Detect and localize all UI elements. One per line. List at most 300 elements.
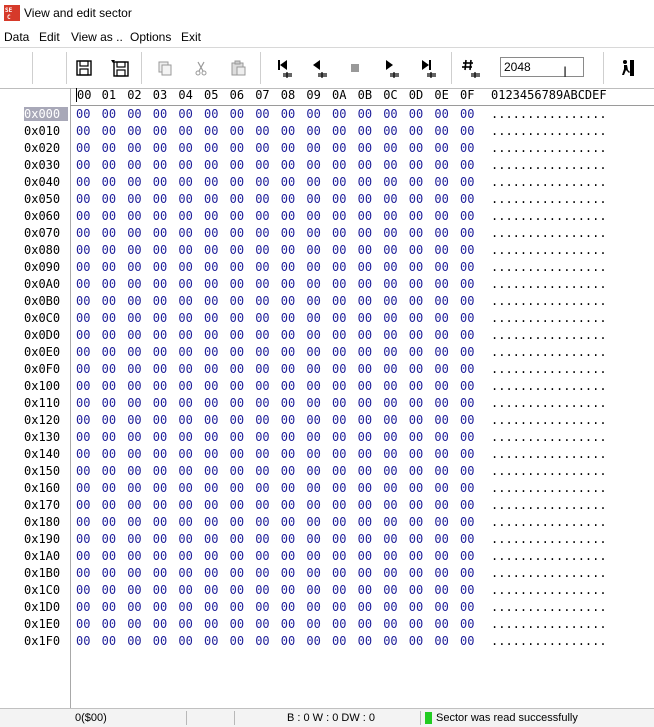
row-offset[interactable]: 0x1F0 [24, 634, 61, 648]
hex-byte-cell[interactable]: 00 [383, 413, 398, 427]
hex-byte-cell[interactable]: 00 [383, 634, 398, 648]
hex-byte-cell[interactable]: 00 [306, 209, 321, 223]
hex-byte-cell[interactable]: 00 [460, 124, 475, 138]
hex-byte-cell[interactable]: 00 [178, 566, 193, 580]
hex-byte-cell[interactable]: 00 [306, 362, 321, 376]
hex-byte-cell[interactable]: 00 [280, 515, 296, 529]
hex-byte-cell[interactable]: 00 [280, 175, 296, 189]
row-offset[interactable]: 0x1D0 [24, 600, 61, 614]
hex-byte-cell[interactable]: 00 [152, 328, 168, 342]
hex-byte-cell[interactable]: 00 [178, 243, 193, 257]
hex-byte-cell[interactable]: 00 [306, 430, 321, 444]
hex-byte-cell[interactable]: 00 [152, 107, 168, 121]
row-offset[interactable]: 0x1E0 [24, 617, 61, 631]
hex-byte-cell[interactable]: 00 [280, 277, 296, 291]
hex-byte-cell[interactable]: 00 [408, 430, 424, 444]
hex-byte-cell[interactable]: 00 [255, 311, 270, 325]
hex-byte-cell[interactable]: 00 [332, 328, 347, 342]
hex-byte-cell[interactable]: 00 [357, 226, 373, 240]
hex-byte-cell[interactable]: 00 [255, 430, 270, 444]
hex-byte-cell[interactable]: 00 [255, 515, 270, 529]
hex-byte-cell[interactable]: 00 [229, 498, 245, 512]
hex-byte-cell[interactable]: 00 [229, 515, 245, 529]
ascii-cell[interactable]: ................ [491, 600, 607, 614]
hex-byte-cell[interactable]: 00 [204, 158, 219, 172]
hex-byte-cell[interactable]: 00 [434, 515, 449, 529]
hex-byte-cell[interactable]: 00 [204, 481, 219, 495]
hex-byte-cell[interactable]: 00 [332, 498, 347, 512]
hex-byte-cell[interactable]: 00 [229, 311, 245, 325]
hex-byte-cell[interactable]: 00 [460, 532, 475, 546]
row-offset[interactable]: 0x030 [24, 158, 61, 172]
hex-byte-cell[interactable]: 00 [383, 345, 398, 359]
hex-byte-cell[interactable]: 00 [152, 379, 168, 393]
hex-byte-cell[interactable]: 00 [229, 617, 245, 631]
hex-byte-cell[interactable]: 00 [101, 226, 117, 240]
ascii-cell[interactable]: ................ [491, 328, 607, 342]
hex-byte-cell[interactable]: 00 [460, 158, 475, 172]
hex-byte-cell[interactable]: 00 [76, 396, 91, 410]
hex-byte-cell[interactable]: 00 [76, 328, 91, 342]
hex-byte-cell[interactable]: 00 [460, 260, 475, 274]
hex-byte-cell[interactable]: 00 [408, 583, 424, 597]
hex-byte-cell[interactable]: 00 [408, 260, 424, 274]
hex-byte-cell[interactable]: 00 [76, 464, 91, 478]
hex-byte-cell[interactable]: 00 [306, 311, 321, 325]
hex-byte-cell[interactable]: 00 [101, 549, 117, 563]
hex-byte-cell[interactable]: 00 [332, 226, 347, 240]
hex-byte-cell[interactable]: 00 [255, 175, 270, 189]
hex-byte-cell[interactable]: 00 [408, 192, 424, 206]
hex-byte-cell[interactable]: 00 [383, 464, 398, 478]
hex-byte-cell[interactable]: 00 [306, 464, 321, 478]
hex-byte-cell[interactable]: 00 [229, 124, 245, 138]
hex-byte-cell[interactable]: 00 [127, 311, 142, 325]
hex-byte-cell[interactable]: 00 [280, 141, 296, 155]
hex-byte-cell[interactable]: 00 [357, 311, 373, 325]
hex-byte-cell[interactable]: 00 [178, 294, 193, 308]
hex-byte-cell[interactable]: 00 [101, 481, 117, 495]
ascii-cell[interactable]: ................ [491, 311, 607, 325]
hex-byte-cell[interactable]: 00 [76, 481, 91, 495]
hex-byte-cell[interactable]: 00 [408, 345, 424, 359]
hex-byte-cell[interactable]: 00 [101, 447, 117, 461]
hex-byte-cell[interactable]: 00 [229, 192, 245, 206]
hex-byte-cell[interactable]: 00 [434, 447, 449, 461]
hex-byte-cell[interactable]: 00 [280, 583, 296, 597]
hex-byte-cell[interactable]: 00 [383, 158, 398, 172]
ascii-cell[interactable]: ................ [491, 583, 607, 597]
hex-byte-cell[interactable]: 00 [280, 243, 296, 257]
row-offset[interactable]: 0x170 [24, 498, 61, 512]
hex-byte-cell[interactable]: 00 [101, 260, 117, 274]
hex-byte-cell[interactable]: 00 [460, 566, 475, 580]
hex-byte-cell[interactable]: 00 [357, 294, 373, 308]
hex-byte-cell[interactable]: 00 [229, 566, 245, 580]
hex-byte-cell[interactable]: 00 [280, 566, 296, 580]
hex-byte-cell[interactable]: 00 [306, 566, 321, 580]
hex-byte-cell[interactable]: 00 [408, 617, 424, 631]
hex-byte-cell[interactable]: 00 [204, 277, 219, 291]
hex-byte-cell[interactable]: 00 [178, 158, 193, 172]
hex-byte-cell[interactable]: 00 [434, 617, 449, 631]
hex-byte-cell[interactable]: 00 [460, 447, 475, 461]
ascii-cell[interactable]: ................ [491, 294, 607, 308]
hex-byte-cell[interactable]: 00 [460, 549, 475, 563]
hex-byte-cell[interactable]: 00 [204, 328, 219, 342]
hex-byte-cell[interactable]: 00 [101, 141, 117, 155]
hex-byte-cell[interactable]: 00 [178, 515, 193, 529]
hex-byte-cell[interactable]: 00 [306, 175, 321, 189]
hex-byte-cell[interactable]: 00 [460, 277, 475, 291]
hex-byte-cell[interactable]: 00 [76, 566, 91, 580]
hex-byte-cell[interactable]: 00 [152, 158, 168, 172]
hex-byte-cell[interactable]: 00 [178, 634, 193, 648]
hex-byte-cell[interactable]: 00 [178, 362, 193, 376]
hex-byte-cell[interactable]: 00 [101, 243, 117, 257]
hex-byte-cell[interactable]: 00 [434, 481, 449, 495]
hex-byte-cell[interactable]: 00 [357, 600, 373, 614]
hex-byte-cell[interactable]: 00 [178, 277, 193, 291]
hex-byte-cell[interactable]: 00 [332, 192, 347, 206]
hex-byte-cell[interactable]: 00 [127, 464, 142, 478]
hex-byte-cell[interactable]: 00 [306, 498, 321, 512]
hex-byte-cell[interactable]: 00 [434, 209, 449, 223]
hex-byte-cell[interactable]: 00 [229, 107, 245, 121]
hex-byte-cell[interactable]: 00 [101, 396, 117, 410]
hex-byte-cell[interactable]: 00 [383, 617, 398, 631]
hex-byte-cell[interactable]: 00 [408, 311, 424, 325]
hex-byte-cell[interactable]: 00 [280, 379, 296, 393]
hex-byte-cell[interactable]: 00 [434, 277, 449, 291]
hex-byte-cell[interactable]: 00 [178, 481, 193, 495]
hex-byte-cell[interactable]: 00 [204, 447, 219, 461]
hex-byte-cell[interactable]: 00 [229, 243, 245, 257]
hex-byte-cell[interactable]: 00 [76, 532, 91, 546]
hex-byte-cell[interactable]: 00 [460, 413, 475, 427]
hex-byte-cell[interactable]: 00 [383, 226, 398, 240]
hex-byte-cell[interactable]: 00 [152, 362, 168, 376]
hex-byte-cell[interactable]: 00 [408, 243, 424, 257]
hex-byte-cell[interactable]: 00 [280, 634, 296, 648]
hex-byte-cell[interactable]: 00 [357, 532, 373, 546]
hex-byte-cell[interactable]: 00 [76, 141, 91, 155]
hex-byte-cell[interactable]: 00 [229, 481, 245, 495]
hex-byte-cell[interactable]: 00 [101, 583, 117, 597]
hex-byte-cell[interactable]: 00 [460, 396, 475, 410]
hex-byte-cell[interactable]: 00 [408, 515, 424, 529]
hex-byte-cell[interactable]: 00 [178, 583, 193, 597]
ascii-cell[interactable]: ................ [491, 413, 607, 427]
hex-byte-cell[interactable]: 00 [255, 549, 270, 563]
hex-byte-cell[interactable]: 00 [255, 158, 270, 172]
hex-byte-cell[interactable]: 00 [383, 107, 398, 121]
hex-byte-cell[interactable]: 00 [255, 107, 270, 121]
hex-byte-cell[interactable]: 00 [127, 362, 142, 376]
hex-byte-cell[interactable]: 00 [127, 566, 142, 580]
hex-byte-cell[interactable]: 00 [434, 532, 449, 546]
ascii-cell[interactable]: ................ [491, 515, 607, 529]
hex-byte-cell[interactable]: 00 [127, 345, 142, 359]
hex-byte-cell[interactable]: 00 [460, 634, 475, 648]
hex-byte-cell[interactable]: 00 [306, 600, 321, 614]
row-offset[interactable]: 0x040 [24, 175, 61, 189]
hex-byte-cell[interactable]: 00 [408, 498, 424, 512]
hex-byte-cell[interactable]: 00 [178, 192, 193, 206]
hex-byte-cell[interactable]: 00 [383, 311, 398, 325]
hex-byte-cell[interactable]: 00 [178, 600, 193, 614]
hex-byte-cell[interactable]: 00 [76, 345, 91, 359]
hex-byte-cell[interactable]: 00 [76, 430, 91, 444]
hex-byte-cell[interactable]: 00 [357, 124, 373, 138]
hex-byte-cell[interactable]: 00 [204, 243, 219, 257]
ascii-cell[interactable]: ................ [491, 532, 607, 546]
hex-byte-cell[interactable]: 00 [383, 243, 398, 257]
hex-byte-cell[interactable]: 00 [408, 175, 424, 189]
hex-byte-cell[interactable]: 00 [408, 226, 424, 240]
hex-byte-cell[interactable]: 00 [383, 498, 398, 512]
ascii-cell[interactable]: ................ [491, 566, 607, 580]
hex-byte-cell[interactable]: 00 [306, 447, 321, 461]
hex-byte-cell[interactable]: 00 [357, 379, 373, 393]
hex-byte-cell[interactable]: 00 [408, 107, 424, 121]
hex-byte-cell[interactable]: 00 [357, 141, 373, 155]
row-offset[interactable]: 0x190 [24, 532, 61, 546]
hex-byte-cell[interactable]: 00 [408, 277, 424, 291]
hex-byte-cell[interactable]: 00 [332, 158, 347, 172]
hex-byte-cell[interactable]: 00 [383, 260, 398, 274]
row-offset[interactable]: 0x110 [24, 396, 61, 410]
hex-byte-cell[interactable]: 00 [357, 345, 373, 359]
ascii-cell[interactable]: ................ [491, 277, 607, 291]
hex-byte-cell[interactable]: 00 [434, 243, 449, 257]
hex-byte-cell[interactable]: 00 [127, 413, 142, 427]
hex-byte-cell[interactable]: 00 [357, 549, 373, 563]
hex-byte-cell[interactable]: 00 [357, 328, 373, 342]
hex-byte-cell[interactable]: 00 [178, 396, 193, 410]
hex-byte-cell[interactable]: 00 [178, 617, 193, 631]
copy-button[interactable] [152, 54, 178, 82]
hex-byte-cell[interactable]: 00 [280, 311, 296, 325]
paste-button[interactable] [225, 54, 251, 82]
hex-byte-cell[interactable]: 00 [383, 192, 398, 206]
hex-byte-cell[interactable]: 00 [101, 498, 117, 512]
hex-byte-cell[interactable]: 00 [152, 311, 168, 325]
hex-byte-cell[interactable]: 00 [280, 362, 296, 376]
hex-byte-cell[interactable]: 00 [152, 345, 168, 359]
hex-byte-cell[interactable]: 00 [204, 498, 219, 512]
hex-byte-cell[interactable]: 00 [383, 583, 398, 597]
ascii-cell[interactable]: ................ [491, 362, 607, 376]
hex-byte-cell[interactable]: 00 [306, 141, 321, 155]
hex-byte-cell[interactable]: 00 [127, 277, 142, 291]
hex-byte-cell[interactable]: 00 [434, 192, 449, 206]
hex-byte-cell[interactable]: 00 [127, 328, 142, 342]
hex-byte-cell[interactable]: 00 [357, 583, 373, 597]
hex-byte-cell[interactable]: 00 [383, 481, 398, 495]
hex-byte-cell[interactable]: 00 [408, 328, 424, 342]
hex-byte-cell[interactable]: 00 [76, 192, 91, 206]
hex-byte-cell[interactable]: 00 [434, 175, 449, 189]
hex-byte-cell[interactable]: 00 [408, 294, 424, 308]
hex-byte-cell[interactable]: 00 [127, 532, 142, 546]
row-offset[interactable]: 0x060 [24, 209, 61, 223]
hex-byte-cell[interactable]: 00 [255, 566, 270, 580]
hex-byte-cell[interactable]: 00 [152, 294, 168, 308]
ascii-cell[interactable]: ................ [491, 549, 607, 563]
hex-byte-cell[interactable]: 00 [460, 209, 475, 223]
row-offset[interactable]: 0x180 [24, 515, 61, 529]
hex-byte-cell[interactable]: 00 [204, 294, 219, 308]
hex-byte-cell[interactable]: 00 [152, 498, 168, 512]
hex-byte-cell[interactable]: 00 [204, 175, 219, 189]
hex-byte-cell[interactable]: 00 [280, 209, 296, 223]
hex-byte-cell[interactable]: 00 [255, 447, 270, 461]
hex-byte-cell[interactable]: 00 [332, 515, 347, 529]
hex-byte-cell[interactable]: 00 [332, 362, 347, 376]
hex-byte-cell[interactable]: 00 [408, 532, 424, 546]
hex-byte-cell[interactable]: 00 [408, 379, 424, 393]
hex-byte-cell[interactable]: 00 [178, 311, 193, 325]
hex-byte-cell[interactable]: 00 [460, 141, 475, 155]
hex-byte-cell[interactable]: 00 [434, 430, 449, 444]
hex-byte-cell[interactable]: 00 [255, 226, 270, 240]
hex-byte-cell[interactable]: 00 [127, 583, 142, 597]
hex-byte-cell[interactable]: 00 [280, 107, 296, 121]
hex-byte-cell[interactable]: 00 [178, 260, 193, 274]
hex-byte-cell[interactable]: 00 [306, 277, 321, 291]
hex-byte-cell[interactable]: 00 [178, 430, 193, 444]
hex-byte-cell[interactable]: 00 [332, 277, 347, 291]
hex-byte-cell[interactable]: 00 [127, 515, 142, 529]
hex-byte-cell[interactable]: 00 [152, 226, 168, 240]
hex-byte-cell[interactable]: 00 [280, 600, 296, 614]
hex-byte-cell[interactable]: 00 [204, 430, 219, 444]
hex-byte-cell[interactable]: 00 [229, 141, 245, 155]
hex-byte-cell[interactable]: 00 [255, 617, 270, 631]
hex-byte-cell[interactable]: 00 [229, 158, 245, 172]
hex-byte-cell[interactable]: 00 [460, 175, 475, 189]
hex-byte-cell[interactable]: 00 [408, 464, 424, 478]
hex-byte-cell[interactable]: 00 [280, 328, 296, 342]
hex-byte-cell[interactable]: 00 [204, 464, 219, 478]
hex-byte-cell[interactable]: 00 [101, 175, 117, 189]
hex-byte-cell[interactable]: 00 [408, 209, 424, 223]
hex-byte-cell[interactable]: 00 [306, 481, 321, 495]
ascii-cell[interactable]: ................ [491, 345, 607, 359]
row-offset[interactable]: 0x140 [24, 447, 61, 461]
hex-byte-cell[interactable]: 00 [255, 498, 270, 512]
first-sector-button[interactable] [271, 54, 297, 82]
hex-byte-cell[interactable]: 00 [178, 226, 193, 240]
hex-byte-cell[interactable]: 00 [101, 277, 117, 291]
hex-byte-cell[interactable]: 00 [332, 464, 347, 478]
hex-byte-cell[interactable]: 00 [255, 294, 270, 308]
hex-byte-cell[interactable]: 00 [76, 124, 91, 138]
hex-byte-cell[interactable]: 00 [357, 430, 373, 444]
hex-byte-cell[interactable]: 00 [434, 413, 449, 427]
hex-byte-cell[interactable]: 00 [306, 583, 321, 597]
hex-byte-cell[interactable]: 00 [229, 294, 245, 308]
ascii-cell[interactable]: ................ [491, 192, 607, 206]
row-offset[interactable]: 0x070 [24, 226, 61, 240]
ascii-cell[interactable]: ................ [491, 379, 607, 393]
hex-byte-cell[interactable]: 00 [434, 379, 449, 393]
hex-byte-cell[interactable]: 00 [332, 345, 347, 359]
ascii-cell[interactable]: ................ [491, 634, 607, 648]
hex-byte-cell[interactable]: 00 [408, 124, 424, 138]
ascii-cell[interactable]: ................ [491, 209, 607, 223]
row-offset[interactable]: 0x130 [24, 430, 61, 444]
hex-byte-cell[interactable]: 00 [204, 634, 219, 648]
ascii-cell[interactable]: ................ [491, 498, 607, 512]
hex-byte-cell[interactable]: 00 [152, 396, 168, 410]
ascii-cell[interactable]: ................ [491, 617, 607, 631]
hex-byte-cell[interactable]: 00 [127, 124, 142, 138]
hex-byte-cell[interactable]: 00 [178, 549, 193, 563]
hex-byte-cell[interactable]: 00 [127, 294, 142, 308]
hex-byte-cell[interactable]: 00 [178, 175, 193, 189]
hex-byte-cell[interactable]: 00 [408, 447, 424, 461]
row-offset[interactable]: 0x150 [24, 464, 61, 478]
hex-byte-cell[interactable]: 00 [434, 141, 449, 155]
row-offset[interactable]: 0x160 [24, 481, 61, 495]
hex-byte-cell[interactable]: 00 [152, 447, 168, 461]
hex-byte-cell[interactable]: 00 [434, 549, 449, 563]
ascii-cell[interactable]: ................ [491, 447, 607, 461]
hex-byte-cell[interactable]: 00 [306, 260, 321, 274]
hex-byte-cell[interactable]: 00 [434, 158, 449, 172]
hex-byte-cell[interactable]: 00 [229, 345, 245, 359]
hex-byte-cell[interactable]: 00 [229, 634, 245, 648]
hex-byte-cell[interactable]: 00 [357, 498, 373, 512]
hex-byte-cell[interactable]: 00 [204, 260, 219, 274]
hex-byte-cell[interactable]: 00 [76, 617, 91, 631]
hex-byte-cell[interactable]: 00 [76, 311, 91, 325]
hex-byte-cell[interactable]: 00 [101, 209, 117, 223]
hex-byte-cell[interactable]: 00 [280, 498, 296, 512]
hex-byte-cell[interactable]: 00 [357, 243, 373, 257]
hex-byte-cell[interactable]: 00 [306, 634, 321, 648]
hex-byte-cell[interactable]: 00 [255, 583, 270, 597]
row-offset[interactable]: 0x1C0 [24, 583, 61, 597]
hex-byte-cell[interactable]: 00 [127, 634, 142, 648]
hex-byte-cell[interactable]: 00 [152, 260, 168, 274]
hex-byte-cell[interactable]: 00 [152, 549, 168, 563]
ascii-cell[interactable]: ................ [491, 260, 607, 274]
hex-byte-cell[interactable]: 00 [229, 260, 245, 274]
hex-byte-cell[interactable]: 00 [76, 600, 91, 614]
hex-byte-cell[interactable]: 00 [280, 192, 296, 206]
hex-byte-cell[interactable]: 00 [229, 447, 245, 461]
hex-byte-cell[interactable]: 00 [76, 158, 91, 172]
hex-byte-cell[interactable]: 00 [204, 311, 219, 325]
hex-byte-cell[interactable]: 00 [357, 192, 373, 206]
hex-byte-cell[interactable]: 00 [127, 430, 142, 444]
hex-byte-cell[interactable]: 00 [460, 379, 475, 393]
hex-byte-cell[interactable]: 00 [306, 617, 321, 631]
hex-byte-cell[interactable]: 00 [255, 209, 270, 223]
hex-byte-cell[interactable]: 00 [460, 243, 475, 257]
hex-byte-cell[interactable]: 00 [408, 481, 424, 495]
hex-byte-cell[interactable]: 00 [152, 532, 168, 546]
hex-byte-cell[interactable]: 00 [178, 498, 193, 512]
hex-byte-cell[interactable]: 00 [152, 192, 168, 206]
hex-byte-cell[interactable]: 00 [306, 192, 321, 206]
hex-byte-cell[interactable]: 00 [357, 464, 373, 478]
hex-byte-cell[interactable]: 00 [178, 345, 193, 359]
hex-byte-cell[interactable]: 00 [76, 362, 91, 376]
